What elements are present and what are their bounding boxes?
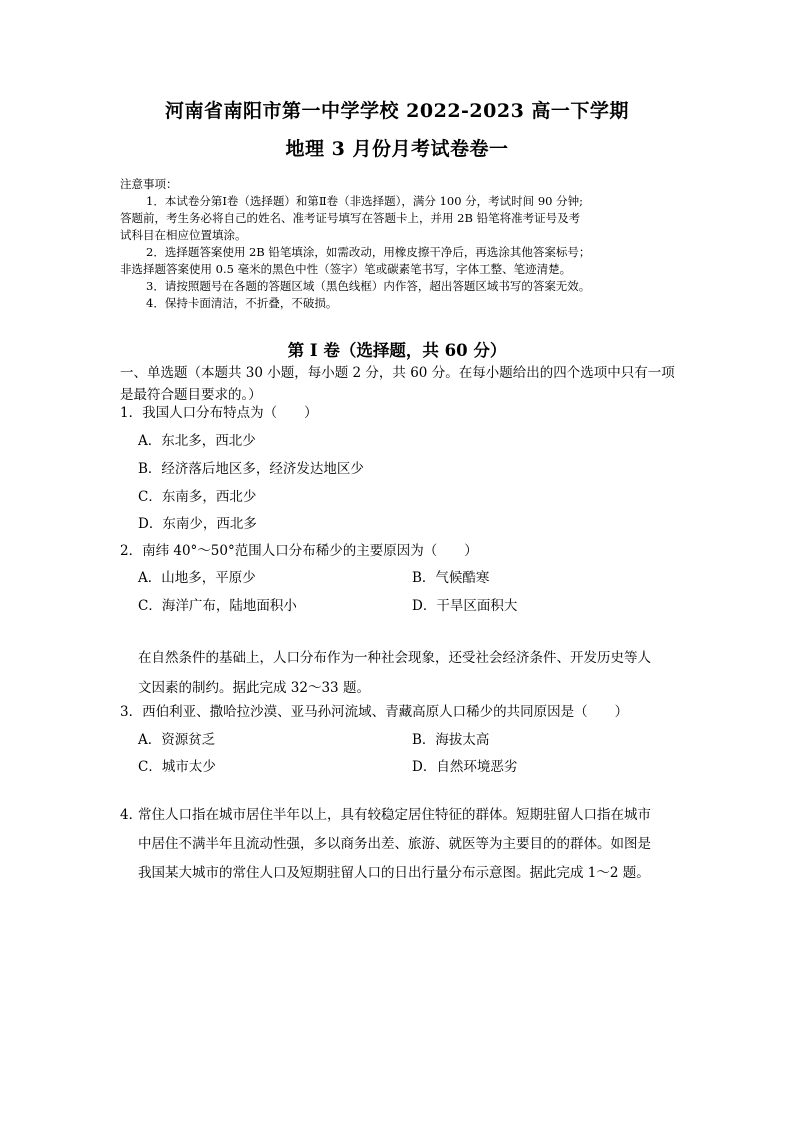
question-1-option-b: B．经济落后地区多，经济发达地区少: [138, 461, 364, 477]
question-1-stem: 1．我国人口分布特点为（ ）: [120, 405, 318, 421]
question-3-stem: 3．西伯利亚、撒哈拉沙漠、亚马孙河流域、青藏高原人口稀少的共同原因是（ ）: [120, 704, 629, 720]
question-2-stem: 2．南纬 40°～50°范围人口分布稀少的主要原因为（ ）: [120, 543, 478, 559]
notice-item-1-line-1: 1．本试卷分第Ⅰ卷（选择题）和第Ⅱ卷（非选择题），满分 100 分，考试时间 90 分钟;: [146, 194, 584, 208]
question-3-option-c: C．城市太少: [138, 759, 216, 775]
question-3-option-d: D．自然环境恶劣: [412, 759, 518, 775]
reading-passage-line-1: 在自然条件的基础上，人口分布作为一种社会现象，还受社会经济条件、开发历史等人: [138, 650, 651, 666]
question-1-option-c: C．东南多，西北少: [138, 489, 257, 505]
question-4-line-1: 4．常住人口指在城市居住半年以上，具有较稳定居住特征的群体。短期驻留人口指在城市: [120, 801, 685, 830]
question-3-option-b: B．海拔太高: [412, 732, 490, 748]
notice-item-1-line-2: 答题前，考生务必将自己的姓名、准考证号填写在答题卡上，并用 2B 铅笔将准考证号及考: [120, 211, 581, 225]
section-instruction: [120, 362, 685, 406]
section-title: 第 I 卷（选择题，共 60 分）: [287, 341, 507, 360]
section-instruction-line-2: 是最符合题目要求的。）: [120, 387, 262, 403]
exam-title-line1: 河南省南阳市第一中学学校 2022-2023 高一下学期: [165, 100, 629, 122]
notice-item-3: 3．请按照题号在各题的答题区域（黑色线框）内作答，超出答题区域书写的答案无效。: [146, 279, 591, 293]
question-4: [120, 801, 685, 888]
notice-item-2-line-1: 2．选择题答案使用 2B 铅笔填涂，如需改动，用橡皮擦干净后，再选涂其他答案标号；: [146, 245, 591, 259]
question-1-option-a: A．东北多，西北少: [138, 433, 256, 449]
reading-passage: [138, 643, 683, 703]
question-2-option-d: D．干旱区面积大: [412, 598, 518, 614]
section-instruction-line-1: 一、单选题（本题共 30 小题，每小题 2 分，共 60 分。在每小题给出的四个选项中只有一项: [120, 365, 675, 381]
notice-item-4: 4．保持卡面清洁，不折叠，不破损。: [146, 296, 338, 310]
question-2-option-b: B．气候酷寒: [412, 570, 490, 586]
question-4-line-2: 中居住不满半年且流动性强，多以商务出差、旅游、就医等为主要目的的群体。如图是: [138, 836, 651, 852]
notice-heading: 注意事项：: [120, 177, 178, 191]
question-1-option-d: D．东南少，西北多: [138, 516, 257, 532]
exam-title-line2: 地理 3 月份月考试卷卷一: [285, 138, 509, 160]
reading-passage-line-2: 文因素的制约。据此完成 32～33 题。: [138, 680, 370, 696]
question-4-line-3: 我国某大城市的常住人口及短期驻留人口的日出行量分布示意图。据此完成 1～2 题。: [138, 865, 650, 881]
notice-item-1-line-3: 试科目在相应位置填涂。: [120, 228, 247, 242]
question-2-option-a: A．山地多，平原少: [138, 570, 256, 586]
question-3-option-a: A．资源贫乏: [138, 732, 216, 748]
question-2-option-c: C．海洋广布，陆地面积小: [138, 598, 297, 614]
question-4-number: 4．: [120, 807, 143, 823]
notice-block: [120, 176, 680, 312]
notice-item-2-line-2: 非选择题答案使用 0.5 毫米的黑色中性（签字）笔或碳素笔书写，字体工整、笔迹清楚。: [120, 262, 572, 276]
